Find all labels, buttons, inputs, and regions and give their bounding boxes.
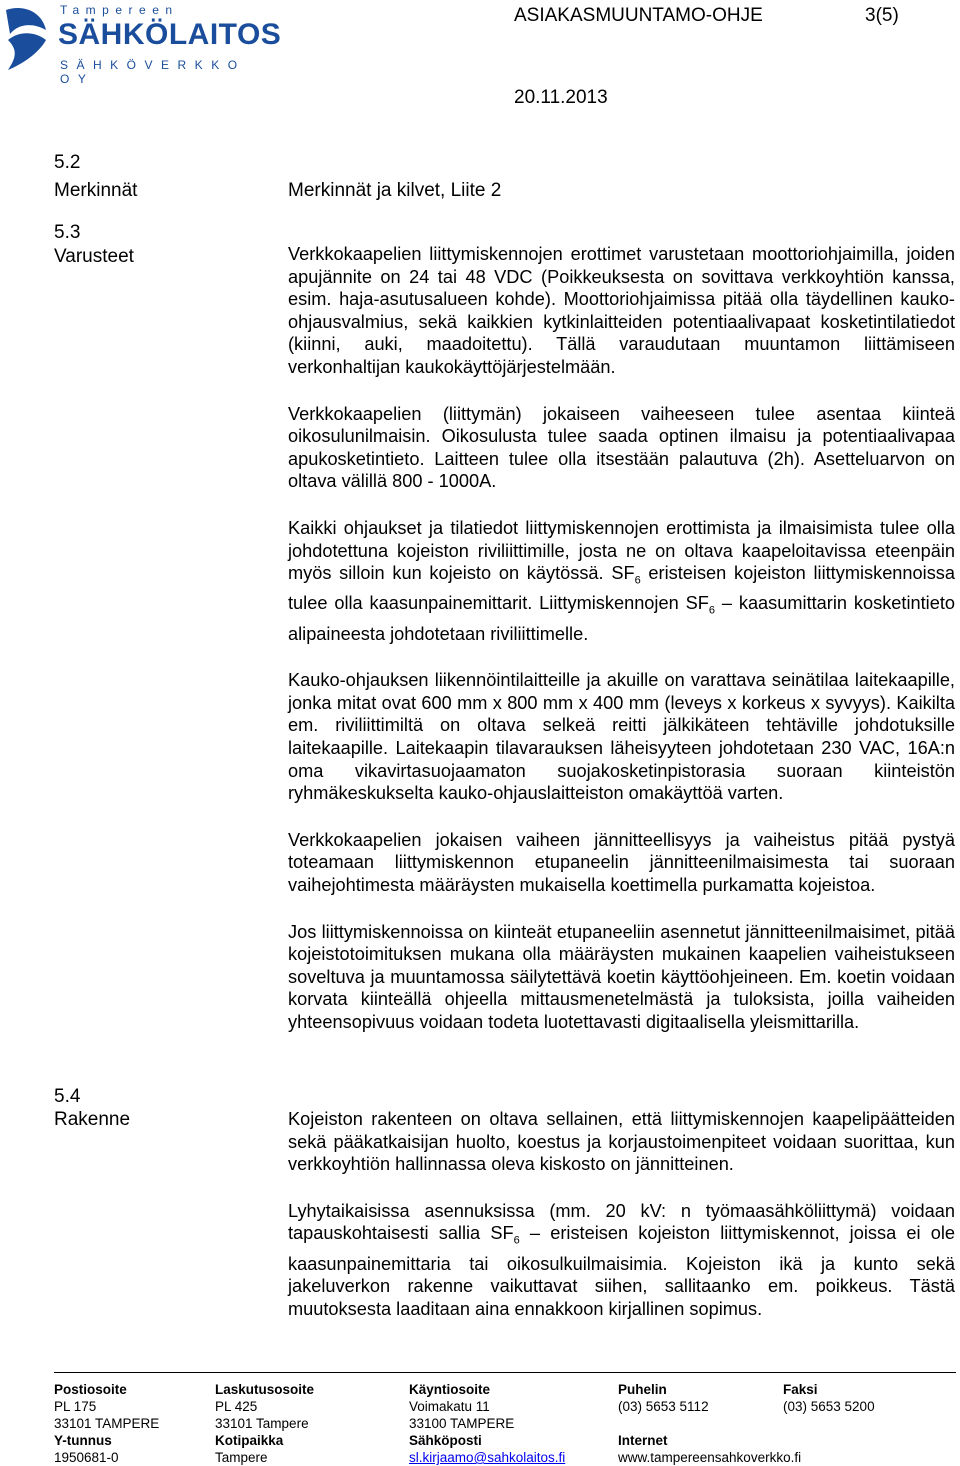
paragraph: Jos liittymiskennoissa on kiinteät etupaneeliin asennetut jännitteenilmaisimet, pitää kojeistotoimituksen mukana olla määräysten mukainen kaapelien vaiheistukseen soveltuva ja muuntamossa säilytettävä koetin käyttöohjeineen. Em. koetin voidaan korvata kiinteällä ohjeella mittausmenetelmästä ja tuloksista, joilla vaiheiden yhteensopivuus voidaan todeta luotettavasti digitaalisella yleismittarilla. (288, 921, 955, 1032)
section-number-5-4: 5.4 (54, 1086, 81, 1107)
section-number-5-3: 5.3 (54, 222, 81, 243)
logo-main-text: SÄHKÖLAITOS (58, 18, 282, 51)
paragraph: Verkkokaapelien liittymiskennojen erottimet varustetaan moottoriohjaimilla, joiden apujännite on 24 tai 48 VDC (Poikkeuksesta on sovittava verkkoyhtiön kanssa, esim. haja-asutusalueen kohde). Moottoriohjaimissa pitää olla täydellinen kauko-ohjausvalmius, sekä kaikkien kytkinlaitteiden potentiaalivapaat kosketintilatiedot (kiinni, auki, maadoitettu). Tällä varaudutaan muuntamon liittämiseen verkonhaltijan kaukokäyttöjärjestelmään. (288, 244, 955, 377)
page-number: 3(5) (865, 5, 899, 26)
paragraph: Kauko-ohjauksen liikennöintilaitteille ja akuille on varattava seinätilaa laitekaapille, jonka mitat ovat 600 mm x 800 mm x 400 mm (leveys x korkeus x syvyys). Kaikilta em. riviliittimiltä on oltava selkeä reitti jälkikäteen tehtäville johdotuksille laitekaapille. Laitekaapin tilavarauksen läheisyyteen johdotetaan 230 VAC, 16A:n oma vikavirtasuojaamaton suojakosketinpistorasia suoraan kiinteistön ryhmäkeskukselta kauko-ohjauslaitteiston omakäyttöä varten. (288, 670, 955, 804)
footer-fax: Faksi (03) 5653 5200 (783, 1382, 875, 1414)
document-date: 20.11.2013 (514, 87, 608, 108)
paragraph: Verkkokaapelien jokaisen vaiheen jännitteellisyys ja vaiheistus pitää pystyä toteamaan liittymiskennon etupaneelin jännitteenilmaisimesta tai suoraan vaihejohtimesta määräysten mukaisella koettimella purkamatta kojeistoa. (288, 829, 955, 895)
section-title-merkinnat: Merkinnät (54, 180, 138, 201)
logo-mark-icon (2, 4, 50, 74)
merkinnat-text: Merkinnät ja kilvet, Liite 2 (288, 180, 502, 201)
section-body-merkinnat (288, 180, 955, 203)
paragraph: Kaikki ohjaukset ja tilatiedot liittymiskennojen erottimista ja ilmaisimista tulee olla johdotettuna kojeiston riviliittimille, josta ne on oltava kaapeloitavissa eteenpäin myös silloin kun kojeisto on käytössä. $SF_6$ eristeisen kojeiston liittymiskennoissa tulee olla kaasunpainemittarit. Liittymiskennojen $SF_6$ – kaasumittarin kosketintieto alipaineesta johdotetaan riviliittimelle. (288, 517, 955, 644)
footer-billing: Laskutusosoite PL 425 33101 Tampere Kotipaikka Tampere (215, 1382, 315, 1465)
website-link[interactable]: www.tampereensahkoverkko.fi (618, 1450, 802, 1465)
section-number-5-2: 5.2 (54, 152, 81, 173)
logo-top-text: Tampereen (60, 3, 179, 17)
document-title: ASIAKASMUUNTAMO-OHJE (514, 5, 763, 26)
section-body-varusteet (288, 243, 955, 1058)
email-link[interactable]: sl.kirjaamo@sahkolaitos.fi (409, 1450, 566, 1465)
footer-divider (54, 1372, 956, 1373)
footer-visiting: Käyntiosoite Voimakatu 11 33100 TAMPERE Sähköposti sl.kirjaamo@sahkolaitos.fi (409, 1382, 566, 1465)
logo-sub-text: SÄHKÖVERKKO OY (60, 58, 246, 86)
footer-phone: Puhelin (03) 5653 5112 Internet www.tampereensahkoverkko.fi (618, 1382, 802, 1465)
paragraph: Lyhytaikaisissa asennuksissa (mm. 20 kV: n työmaasähköliittymä) voidaan tapauskohtaisesti sallia $SF_6$ – eristeisen kojeiston liittymiskennot, joissa ei ole kaasunpainemittaria tai oikosulkuilmaisimia. Kojeiston ikä ja kunto sekä jakeluverkon rakenne vaikuttavat siihen, sallitaanko em. poikkeus. Tästä muutoksesta laaditaan aina ennakkoon kirjallinen sopimus. (288, 1200, 955, 1319)
section-title-varusteet: Varusteet (54, 246, 134, 267)
paragraph: Verkkokaapelien (liittymän) jokaiseen vaiheeseen tulee asentaa kiinteä oikosulunilmaisin. Oikosulusta tulee saada optinen ilmaisu ja potentiaalivapaa apukosketintieto. Laitteen tulee olla itsestään palautuva (2h). Asetteluarvon on oltava välillä 800 - 1000A. (288, 403, 955, 492)
footer-postal: Postiosoite PL 175 33101 TAMPERE Y-tunnus 1950681-0 (54, 1382, 160, 1465)
section-title-rakenne: Rakenne (54, 1109, 131, 1130)
section-body-rakenne (288, 1108, 955, 1344)
paragraph: Kojeiston rakenteen on oltava sellainen, että liittymiskennojen kaapelipäätteiden sekä pääkatkaisijan huolto, koestus ja korjaustoimenpiteet voidaan suorittaa, kun verkkoyhtiön hallinnassa oleva kiskosto on jännitteinen. (288, 1109, 955, 1175)
company-logo (0, 0, 290, 86)
